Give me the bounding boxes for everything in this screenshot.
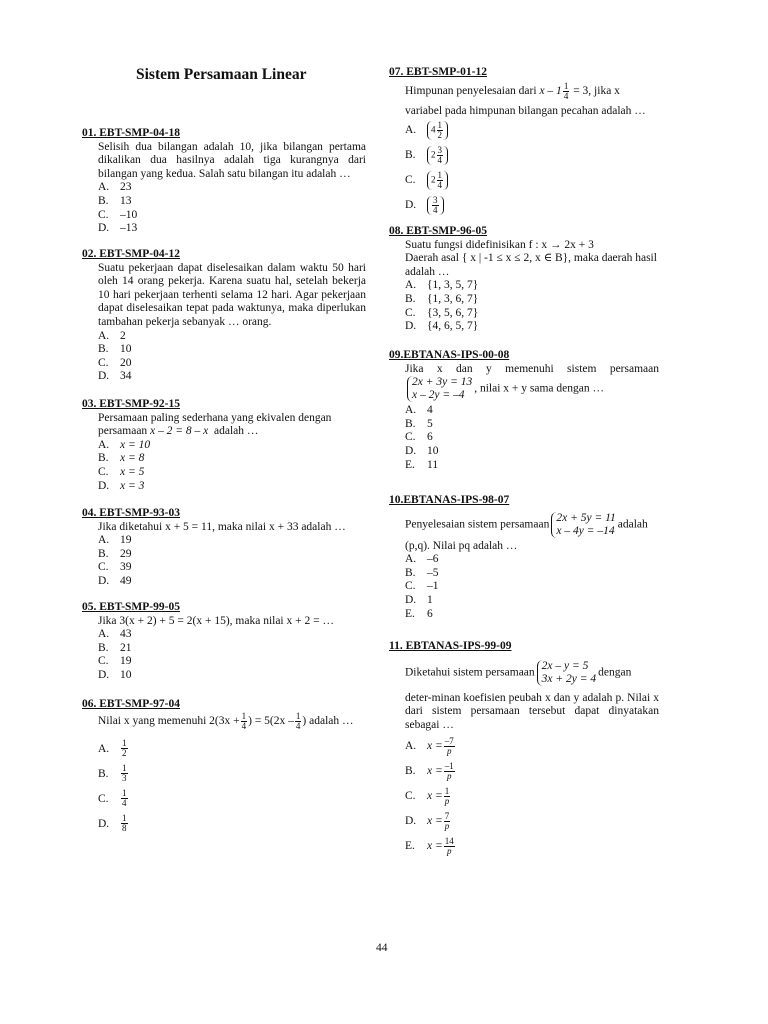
question-text: Diketahui sistem persamaan 2x – y = 5 3x + 2y = 4 dengan — [405, 659, 632, 685]
question-header: 03. EBT-SMP-92-15 — [82, 398, 180, 410]
options-list — [389, 118, 659, 218]
question-text: Jika x dan y memenuhi sistem persamaan — [405, 362, 659, 375]
option: C. –1 — [405, 580, 439, 593]
option: A. –6 — [405, 553, 439, 566]
question-09 — [389, 349, 659, 472]
question-07 — [389, 66, 659, 218]
question-text-cont: 2x + 3y = 13 x – 2y = –4 , nilai x + y sama dengan … — [389, 376, 659, 402]
option: D. –13 — [98, 222, 138, 235]
option: C. 20 — [98, 356, 132, 369]
question-11 — [389, 640, 659, 859]
option: B. 5 — [405, 417, 433, 430]
option: E. 6 — [405, 607, 433, 620]
option: D. 34 — [98, 370, 132, 383]
question-text-cont: variabel pada himpunan bilangan pecahan adalah … — [405, 104, 646, 117]
option: E. 11 — [405, 458, 439, 471]
question-header: 11. EBTANAS-IPS-99-09 — [389, 640, 512, 652]
option: A. 23 — [98, 181, 132, 194]
option: E. x = $\frac{14}{p}$ — [405, 836, 454, 857]
question-text: Suatu fungsi didefinisikan f : x → 2x + 3 — [405, 238, 594, 251]
option: D. x = 3 — [98, 479, 145, 492]
question-02 — [82, 248, 366, 384]
option: D. 49 — [98, 574, 132, 587]
option: A. x = 10 — [98, 438, 151, 451]
question-header: 04. EBT-SMP-93-03 — [82, 507, 180, 519]
option: B. 29 — [98, 547, 132, 560]
option: D. 10 — [98, 668, 132, 681]
option: C. $\frac{1}{4}$ — [98, 788, 127, 809]
option: D. 10 — [405, 444, 439, 457]
option: A. $\frac{1}{2}$ — [98, 738, 127, 759]
question-text-cont: Daerah asal { x | -1 ≤ x ≤ 2, x ∈ B}, maka daerah hasil adalah … — [405, 252, 657, 278]
question-text: Selisih dua bilangan adalah 10, jika bilangan pertama dikalikan dua hasilnya adalah tiga kurangnya dari bilangan yang kedua. Salah satu bilangan itu adalah … — [98, 140, 366, 180]
options-list — [82, 439, 366, 493]
option: B. 21 — [98, 641, 132, 654]
question-header: 10.EBTANAS-IPS-98-07 — [389, 494, 510, 506]
question-10 — [389, 494, 659, 621]
question-04 — [82, 507, 366, 589]
options-list — [82, 737, 366, 837]
option: A. 43 — [98, 628, 132, 641]
question-text: Himpunan penyelesaian dari x – 1 $\frac{1}{4}$ = 3, jika x — [405, 80, 620, 101]
option: D. $\frac{1}{8}$ — [98, 813, 127, 834]
question-08 — [389, 225, 659, 334]
question-header: 07. EBT-SMP-01-12 — [389, 66, 487, 78]
equation-system: 2x + 3y = 13 x – 2y = –4 — [407, 376, 472, 402]
question-header: 01. EBT-SMP-04-18 — [82, 127, 180, 139]
option: D. x = $\frac{7}{p}$ — [405, 811, 450, 832]
option: B. {1, 3, 6, 7} — [405, 292, 479, 305]
question-text: Jika 3(x + 2) + 5 = 2(x + 15), maka nilai x + 2 = … — [98, 614, 334, 627]
equation-system: 2x + 5y = 11 x – 4y = –14 — [551, 512, 615, 538]
options-list — [389, 553, 659, 621]
option: D. $\frac{3}{4}$ — [405, 193, 659, 218]
option: C. x = $\frac{1}{p}$ — [405, 786, 450, 807]
question-text: Suatu pekerjaan dapat diselesaikan dalam waktu 50 hari oleh 14 orang pekerja. Karena suatu hal, setelah bekerja 10 hari pekerjaan terhenti selama 12 hari. Agar pekerjaan dapat diselesaikan tepat pada waktunya, maka diperlukan tambahan pekerja sebanyak … orang. — [98, 261, 366, 328]
option: B. $\frac{1}{3}$ — [98, 763, 127, 784]
page-title: Sistem Persamaan Linear — [136, 66, 307, 83]
equation: 2(3x + $\frac{1}{4}$ ) = 5(2x – $\frac{1}{4}$ ) — [209, 710, 307, 731]
question-text-cont: (p,q). Nilai pq adalah … — [405, 539, 518, 552]
option: A. x = $\frac{-7}{p}$ — [405, 736, 454, 757]
question-text: Nilai x yang memenuhi 2(3x + $\frac{1}{4}$ ) = 5(2x – $\frac{1}{4}$ ) adalah … — [98, 710, 354, 731]
option: A. 4 — [405, 404, 433, 417]
options-list — [389, 404, 659, 472]
option: A. 19 — [98, 534, 132, 547]
options-list — [389, 279, 659, 333]
options-list — [82, 534, 366, 588]
option: C. 6 — [405, 431, 433, 444]
option: C. {3, 5, 6, 7} — [405, 306, 479, 319]
option: C. 19 — [98, 655, 132, 668]
question-text: Persamaan paling sederhana yang ekivalen dengan persamaan x – 2 = 8 – x adalah … — [98, 411, 332, 438]
question-header: 08. EBT-SMP-96-05 — [389, 225, 487, 237]
option: B. 2 $\frac{3}{4}$ — [405, 143, 659, 168]
question-header: 09.EBTANAS-IPS-00-08 — [389, 349, 510, 361]
option: A. 2 — [98, 329, 126, 342]
option: C. –10 — [98, 208, 138, 221]
question-text: Jika diketahui x + 5 = 11, maka nilai x + 33 adalah … — [98, 520, 346, 533]
question-header: 02. EBT-SMP-04-12 — [82, 248, 180, 260]
option: B. x = 8 — [98, 452, 145, 465]
question-header: 06. EBT-SMP-97-04 — [82, 698, 180, 710]
option: B. 10 — [98, 343, 132, 356]
options-list — [389, 734, 659, 859]
option: A. 4 $\frac{1}{2}$ — [405, 118, 659, 143]
option: A. {1, 3, 5, 7} — [405, 279, 479, 292]
question-header: 05. EBT-SMP-99-05 — [82, 601, 180, 613]
question-01 — [82, 127, 366, 236]
option: B. x = $\frac{-1}{p}$ — [405, 761, 454, 782]
question-03 — [82, 398, 366, 493]
question-06 — [82, 698, 366, 837]
option: C. 39 — [98, 561, 132, 574]
question-text: Penyelesaian sistem persamaan 2x + 5y = 11 x – 4y = –14 adalah — [405, 511, 648, 537]
option: B. –5 — [405, 566, 439, 579]
option: C. x = 5 — [98, 465, 145, 478]
question-text-cont: deter-minan koefisien peubah x dan y adalah p. Nilai x dari sistem persamaan tersebut dapat dinyatakan sebagai … — [405, 691, 659, 731]
options-list — [82, 628, 366, 682]
option: D. {4, 6, 5, 7} — [405, 320, 479, 333]
page-number: 44 — [376, 942, 388, 954]
option: D. 1 — [405, 593, 433, 606]
options-list — [82, 330, 366, 384]
equation-system: 2x – y = 5 3x + 2y = 4 — [537, 660, 596, 686]
question-05 — [82, 601, 366, 683]
option: C. 2 $\frac{1}{4}$ — [405, 168, 659, 193]
options-list — [82, 181, 366, 235]
option: B. 13 — [98, 194, 132, 207]
